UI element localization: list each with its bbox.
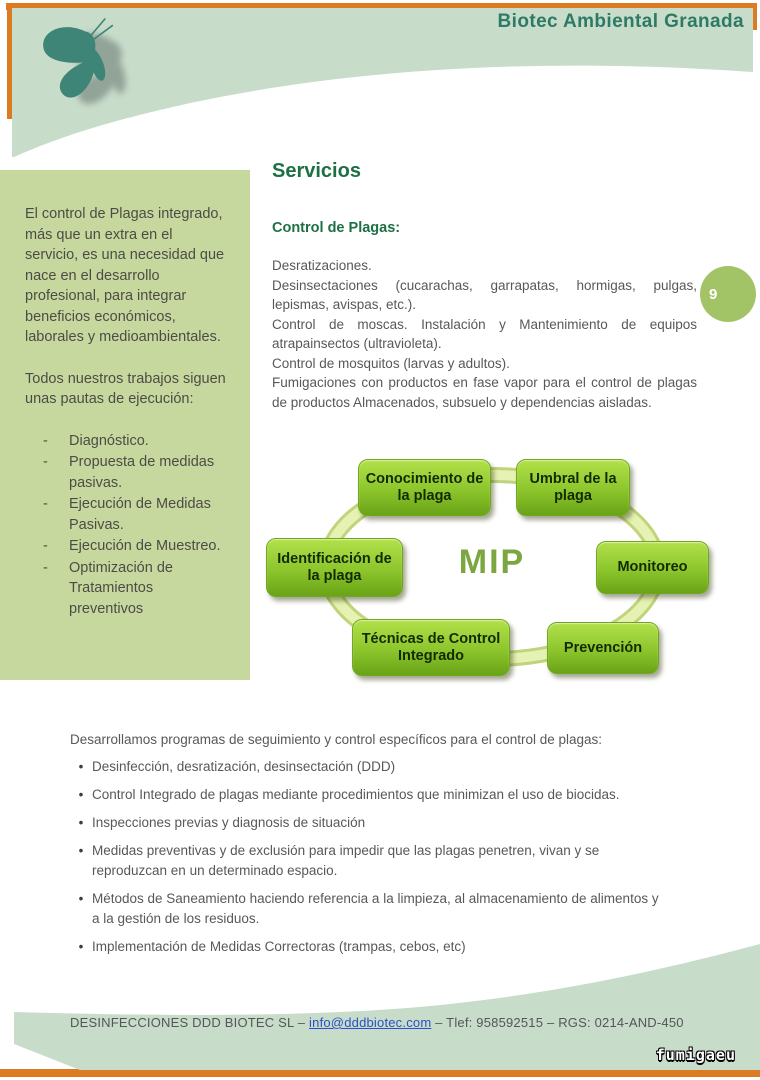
services-paragraph [272,256,697,412]
programs-intro: Desarrollamos programas de seguimiento y control específicos para el control de plagas: [70,732,603,747]
sidebar [0,170,250,680]
brand-title: Biotec Ambiental Granada [497,11,744,32]
diagram-node-conocimiento: Conocimiento de la plaga [358,459,491,516]
footer-phone-rgs: – Tlef: 958592515 – RGS: 0214-AND-450 [431,1015,684,1030]
list-item: - Ejecución de Medidas Pasivas. [43,494,228,535]
list-item: - Optimización de Tratamientos preventivos [43,558,228,620]
service-line: Fumigaciones con productos en fase vapor para el control de plagas de productos Almacenados, subsuelo y dependencias aisladas. [272,375,697,410]
service-line: Desratizaciones. [272,258,372,273]
section-heading: Control de Plagas: [272,220,401,236]
diagram-node-monitoreo: Monitoreo [596,541,709,594]
page-number: 9 [709,285,718,303]
footer-wave [0,930,760,1080]
butterfly-logo-icon [40,14,170,119]
footer-company: DESINFECCIONES DDD BIOTEC SL – [70,1015,310,1030]
sidebar-steps-list [25,431,228,620]
footer-contact-line [70,1015,690,1030]
footer-email-link[interactable]: info@dddbiotec.com [309,1015,432,1030]
diagram-node-tecnicas: Técnicas de Control Integrado [352,619,510,676]
diagram-node-prevencion: Prevención [547,622,659,674]
watermark-text: fumigaeu [655,1046,736,1064]
service-line: Control de mosquitos (larvas y adultos). [272,355,510,371]
list-item: • Implementación de Medidas Correctoras (trampas, cebos, etc) [70,937,705,957]
sidebar-intro-text: El control de Plagas integrado, más que un extra en el servicio, es una necesidad que nace en el desarrollo profesional, para integrar beneficios económicos, laborales y medioambientales. [25,206,225,345]
list-item: - Ejecución de Muestreo. [43,536,228,557]
diagram-node-identificacion: Identificación de la plaga [266,538,403,597]
page-title: Servicios [272,160,361,182]
list-item: • Desinfección, desratización, desinsectación (DDD) [70,757,705,777]
list-item: - Diagnóstico. [43,431,228,452]
service-line: Desinsectaciones (cucarachas, garrapatas, hormigas, pulgas, lepismas, avispas, etc.). [272,277,697,312]
list-item: • Medidas preventivas y de exclusión para impedir que las plagas penetren, vivan y se reproduzcan en un determinado espacio. [70,841,705,881]
page-number-badge [700,266,756,322]
list-item: • Inspecciones previas y diagnosis de situación [70,813,705,833]
list-item: • Control Integrado de plagas mediante procedimientos que minimizan el uso de biocidas. [70,785,705,805]
list-item: • Métodos de Saneamiento haciendo referencia a la limpieza, al almacenamiento de alimentos y a la gestión de los residuos. [70,889,705,929]
diagram-center-label: MIP [458,543,526,581]
mip-diagram [262,440,722,690]
service-line: Control de moscas. Instalación y Mantenimiento de equipos atrapainsectos (ultravioleta). [272,316,697,351]
diagram-node-umbral: Umbral de la plaga [516,459,630,516]
sidebar-subtitle-text: Todos nuestros trabajos siguen unas pautas de ejecución: [25,370,226,407]
list-item: - Propuesta de medidas pasivas. [43,452,228,493]
